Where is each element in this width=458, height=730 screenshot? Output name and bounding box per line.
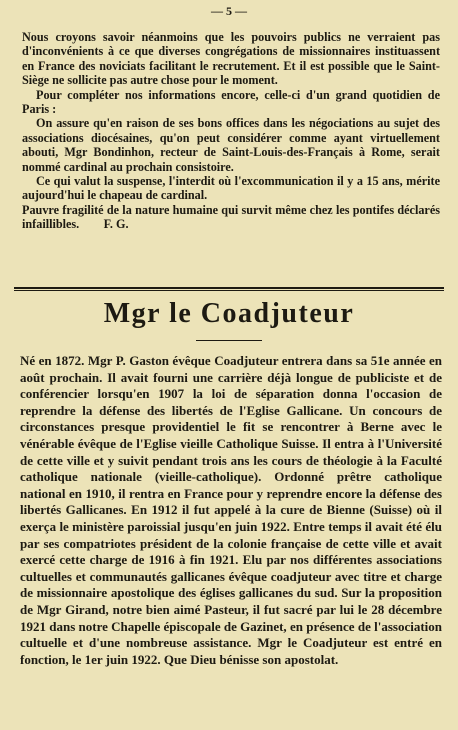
intro-paragraph-3: Ce qui valut la suspense, l'interdit où l'excommunication il y a 15 ans, mérite aujourd'hui le chapeau de cardinal. [22,174,440,203]
page-number: — 5 — [211,4,247,18]
intro-closing-text: Pauvre fragilité de la nature humaine qui survit même chez les pontifes déclarés infaillibles. [22,202,440,232]
intro-paragraph-3-last [22,203,440,232]
article-title: Mgr le Coadjuteur [103,298,355,329]
newspaper-quote: On assure qu'en raison de ses bons offices dans les négociations au sujet des associations diocésaines, qu'on peut considérer comme ayant virtuellement abouti, Mgr Bondinhon, recteur de Saint-Louis-des-Français à Rome, serait nommé cardinal au prochain consistoire. [22,116,440,174]
article-body: Né en 1872. Mgr P. Gaston évêque Coadjuteur entrera dans sa 51e année en août prochain. Il avait fourni une carrière déjà longue de publiciste et de conférencier lorsqu'en 1907 la loi de séparation donna l'occasion de reprendre la défense des libertés de l'Eglise Gallicane. Un concours de circonstances presque providentiel le fit se rencontrer à Berne avec le vénérable évêque de l'Eglise vieille Catholique Suisse. Il entra à l'Université de cette ville et y suivit pendant trois ans les cours de théologie à la Faculté catholique nationale (vieille-catholique). Ordonné prêtre catholique national en 1910, il rentra en France pour y reprendre encore la défense des libertés Gallicanes. En 1912 il fut appelé à la cure de Bienne (Suisse) où il exerça le ministère paroissial jusqu'en juin 1922. Entre temps il avait été élu par ses compatriotes président de la colonie française de cette ville et avait exercé cette charge de 1916 à fin 1921. Elu par nos différentes associations cultuelles et communautés gallicanes évêque coadjuteur avec titre et charge de missionnaire apostolique des églises gallicanes du sud. Sur la proposition de Mgr Girand, notre bien aimé Pasteur, il fut sacré par lui le 28 décembre 1921 dans notre Chapelle épiscopale de Gazinet, en présence de l'association cultuelle et d'une nombreuse assistance. Mgr le Coadjuteur est entré en fonction, le 1er juin 1922. Que Dieu bénisse son apostolat. [20,353,442,667]
section-divider [14,287,444,291]
intro-paragraph-2: Pour compléter nos informations encore, celle-ci d'un grand quotidien de Paris : [22,87,440,117]
signature [82,217,168,231]
intro-paragraph-1: Nous croyons savoir néanmoins que les pouvoirs publics ne verraient pas d'inconvénients à ce que diverses congrégations de missionnaires instituassent en France des noviciats facilitant le recrutement. Et il est possible que le Saint-Siège ne sollicite pas autre chose pour le moment. [22,30,440,88]
signature-text: F. G. [103,217,129,232]
intro-section [22,30,440,232]
title-underline [196,340,262,341]
